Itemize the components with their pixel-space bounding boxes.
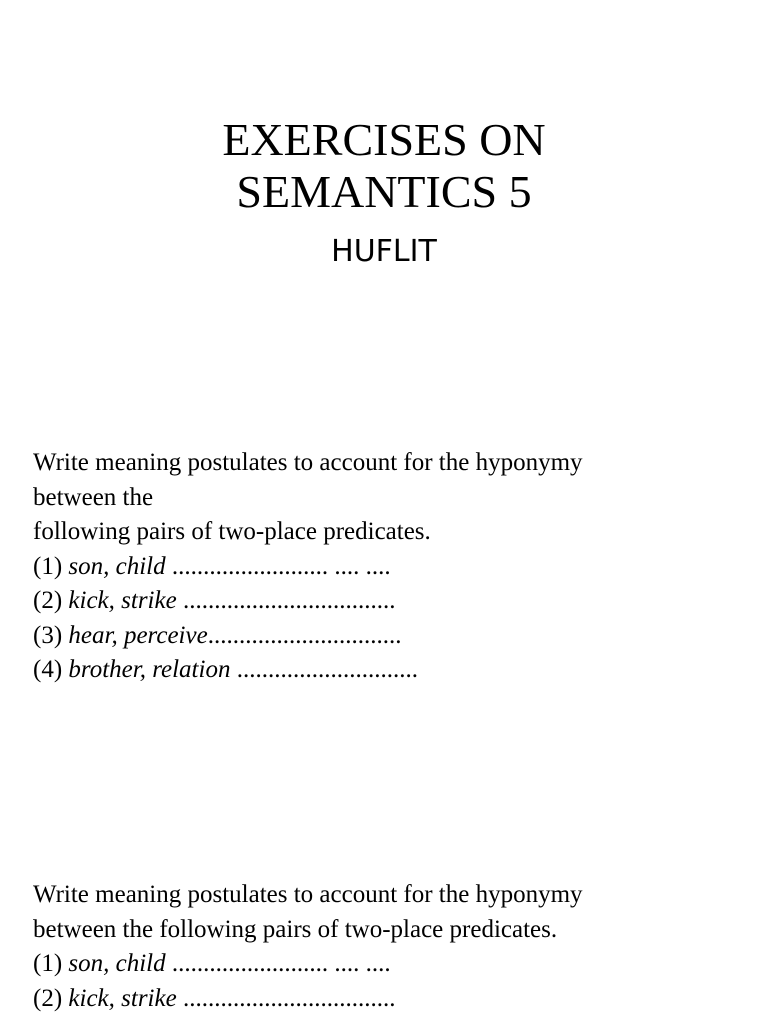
item-dots: ............................. xyxy=(230,656,418,683)
item-number: (3) xyxy=(33,621,63,649)
item-dots: ............................... xyxy=(207,621,402,649)
item-dots: .................................. xyxy=(176,587,396,614)
item-number: (2) xyxy=(33,984,63,1012)
item-words: son, child xyxy=(68,552,166,580)
exercise-item xyxy=(33,619,753,654)
item-number: (1) xyxy=(33,950,63,977)
exercise-item xyxy=(33,653,753,688)
item-dots: .................................. xyxy=(176,984,396,1012)
item-words: brother, relation xyxy=(68,656,231,683)
title-line-1: EXERCISES ON xyxy=(222,114,546,165)
title-line-2: SEMANTICS 5 xyxy=(236,166,532,217)
item-words: hear, perceive xyxy=(68,621,208,649)
page-subtitle: HUFLIT xyxy=(331,234,437,269)
exercise-item xyxy=(33,947,753,982)
instruction-line: Write meaning postulates to account for the hyponymy xyxy=(33,881,583,908)
item-words: kick, strike xyxy=(68,984,177,1012)
exercise-block-1 xyxy=(33,446,753,688)
item-words: kick, strike xyxy=(68,587,177,614)
exercise-item xyxy=(33,982,753,1017)
exercise-item xyxy=(33,584,753,619)
instruction-line: Write meaning postulates to account for the hyponymy xyxy=(33,449,583,476)
item-number: (4) xyxy=(33,656,63,683)
instruction-line: between the following pairs of two-place predicates. xyxy=(33,915,558,943)
exercise-block-2 xyxy=(33,878,753,1016)
exercise-item xyxy=(33,550,753,585)
instruction-line: between the xyxy=(33,483,154,511)
item-number: (1) xyxy=(33,552,63,580)
item-number: (2) xyxy=(33,587,63,614)
item-dots: ......................... .... .... xyxy=(165,552,391,580)
instruction-line: following pairs of two-place predicates. xyxy=(33,518,431,545)
item-words: son, child xyxy=(68,950,166,977)
item-dots: ......................... .... .... xyxy=(165,950,391,977)
page-title xyxy=(0,114,768,218)
